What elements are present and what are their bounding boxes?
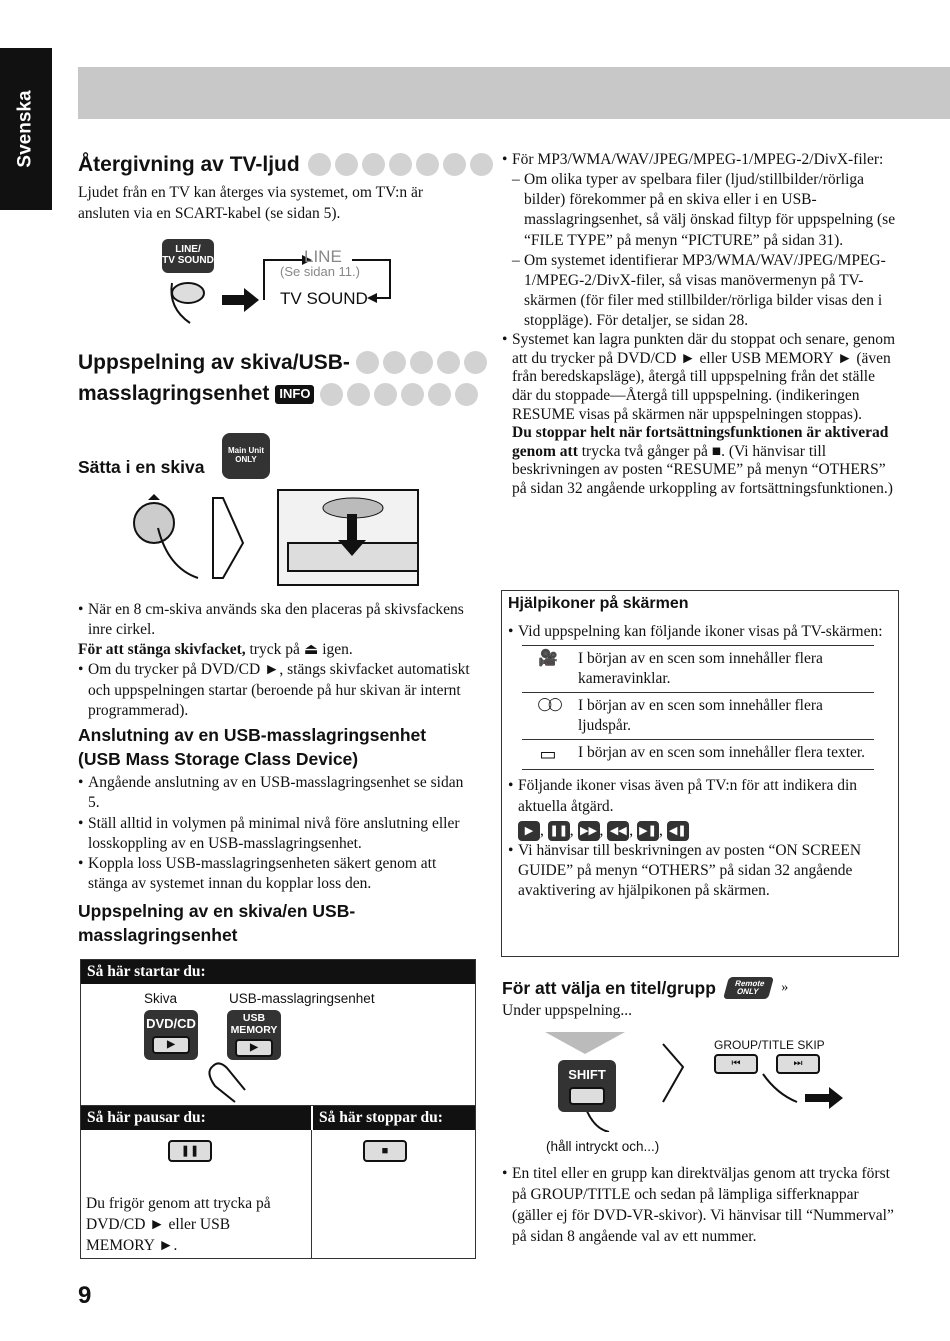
- help-bullet: • Vi hänvisar till beskrivningen av posten “ON SCREEN GUIDE” på menyn “OTHERS” på sidan 32 angående avaktivering av hjälpikonen på skärmen.: [508, 841, 890, 901]
- header-band: [78, 67, 950, 119]
- usb-memory-button-label: USB MEMORY: [230, 1012, 278, 1036]
- section-playback-heading: [78, 348, 473, 409]
- file-type-sub: – Om systemet identifierar MP3/WMA/WAV/JPEG/MPEG-1/MPEG-2/DivX-filer, så visas manövermenyn på TV-skärmen (för filer med stillbilder/rörliga bilder visas den i stoppläge). För detaljer, se sidan 28.: [512, 251, 897, 332]
- dvd-cd-button[interactable]: [144, 1010, 198, 1060]
- title-select-section: [502, 976, 902, 1021]
- help-icon-table: [522, 645, 874, 771]
- play-icon: ▶: [152, 1036, 190, 1054]
- decorative-dots: [320, 383, 478, 406]
- language-tab-label: Svenska: [14, 90, 36, 168]
- file-type-sub: – Om olika typer av spelbara filer (ljud/stillbilder/rörliga bilder) förekommer på en skiva eller i en USB-masslagringsenhet, så välj önskad filtyp för uppspelning (se “FILE TYPE” på menyn “PICTURE” på sidan 31).: [512, 170, 897, 251]
- subtitle-icon: ▭: [522, 740, 574, 770]
- title-select-notes: [502, 1164, 897, 1248]
- line-tv-sound-button[interactable]: LINE/ TV SOUND: [162, 239, 214, 273]
- table-row: [522, 740, 874, 770]
- pause-stop-row: [81, 1105, 475, 1130]
- file-type-lead: För MP3/WMA/WAV/JPEG/MPEG-1/MPEG-2/DivX-filer:: [512, 151, 884, 168]
- help-box-title: Hjälpikoner på skärmen: [508, 595, 689, 612]
- tv-body: Ljudet från en TV kan återges via systemet, om TV:n är ansluten via en SCART-kabel (se sidan 5).: [78, 184, 424, 222]
- disc-label: Skiva: [144, 991, 178, 1006]
- page-number: 9: [78, 1282, 92, 1309]
- table-row: [522, 692, 874, 739]
- play-disc-usb-title: Uppspelning av en skiva/en USB-masslagringsenhet: [78, 901, 356, 945]
- insert-notes: [78, 600, 473, 721]
- usb-bullet: • Angående anslutning av en USB-masslagringsenhet se sidan 5.: [78, 773, 473, 813]
- shift-button[interactable]: [558, 1060, 616, 1112]
- flow-line-label: LINE: [304, 247, 342, 266]
- info-badge: INFO: [275, 385, 314, 404]
- state-icons: ▶ , ❚❚ , ▶▶ , ◀◀ , ▶❚ , ◀❚: [518, 821, 890, 841]
- file-notes: [502, 150, 897, 499]
- usb-title: Anslutning av en USB-masslagringsenhet (USB Mass Storage Class Device): [78, 725, 427, 769]
- remote-only-badge: Remote ONLY: [723, 977, 774, 999]
- group-title-skip-label: GROUP/TITLE SKIP: [714, 1038, 825, 1052]
- usb-bullet: • Ställ alltid in volymen på minimal nivå före anslutning eller losskoppling av en USB-masslagringsenhet.: [78, 814, 473, 854]
- main-unit-only-badge: Main Unit ONLY: [222, 433, 270, 479]
- playback-controls-box: [80, 959, 476, 1259]
- title-select-title: För att välja en titel/grupp: [502, 978, 716, 998]
- resume-tail: trycka två gånger på ■. (Vi hänvisar till beskrivningen av posten “RESUME” på menyn “OTHERS” på sidan 32 angående urkoppling av fortsättningsfunktionen.): [512, 442, 893, 498]
- during-playback: Under uppspelning...: [502, 1001, 633, 1019]
- help-state-text: Följande ikoner visas även på TV:n för att indikera din aktuella åtgärd.: [518, 777, 858, 815]
- pause-state-icon: ❚❚: [548, 821, 570, 841]
- insert-disc-title: Sätta i en skiva: [78, 457, 205, 477]
- remote-signal-icon: »: [781, 980, 789, 996]
- help-row-text: I början av en scen som innehåller flera ljudspår.: [574, 692, 874, 739]
- flow-arrows: [162, 238, 402, 328]
- audio-icon: ◯◯: [522, 692, 574, 739]
- skip-back-button[interactable]: ⏮: [714, 1054, 758, 1074]
- stop-button[interactable]: ■: [363, 1140, 407, 1162]
- tv-sound-diagram: [162, 238, 402, 328]
- flow-ref-label: (Se sidan 11.): [280, 264, 360, 279]
- usb-connection-section: [78, 724, 473, 894]
- skip-forward-button[interactable]: ⏭: [776, 1054, 820, 1074]
- decorative-dots: [356, 351, 487, 374]
- title-select-bullet: • En titel eller en grupp kan direktväljas genom att trycka först på GROUP/TITLE och sedan på lämpliga sifferknappar (gäller ej för DVD-VR-skivor). Vi hänvisar till “Nummerval” på sidan 8 angående val av ett nummer.: [502, 1164, 897, 1248]
- section-title: Återgivning av TV-ljud: [78, 153, 300, 176]
- hold-text: (håll intryckt och...): [546, 1139, 660, 1154]
- insert-bullet: • Om du trycker på DVD/CD ►, stängs skivfacket automatiskt och uppspelningen startar (beroende på hur skivan är internt programmerad).: [78, 660, 473, 720]
- camera-icon: 🎥: [522, 645, 574, 692]
- usb-label: USB-masslagringsenhet: [229, 991, 375, 1006]
- slow-forward-state-icon: ▶❚: [637, 821, 659, 841]
- usb-memory-button[interactable]: [227, 1010, 281, 1060]
- rewind-state-icon: ◀◀: [607, 821, 629, 841]
- insert-disc-illustration: [128, 488, 428, 588]
- file-type-bullet: [502, 150, 897, 331]
- start-header: Så här startar du:: [81, 960, 475, 984]
- play-icon: ▶: [235, 1039, 273, 1057]
- insert-bullet: • När en 8 cm-skiva används ska den placeras på skivsfackens inre cirkel.: [78, 600, 473, 640]
- play-state-icon: ▶: [518, 821, 540, 841]
- section-tv-sound: [78, 150, 473, 224]
- shift-key: [569, 1087, 605, 1105]
- playback-title-line1: Uppspelning av skiva/USB-: [78, 351, 350, 374]
- finger-illustration: [201, 1056, 261, 1104]
- resume-bullet: [502, 331, 897, 498]
- help-icons-box: [501, 590, 899, 957]
- help-lead: • Vid uppspelning kan följande ikoner visas på TV-skärmen:: [508, 622, 890, 642]
- flow-tv-label: TV SOUND: [280, 289, 368, 308]
- pause-release-text: Du frigör genom att trycka på DVD/CD ► eller USB MEMORY ►.: [86, 1195, 271, 1254]
- table-row: [522, 645, 874, 692]
- column-divider: [311, 1130, 312, 1258]
- resume-text: Systemet kan lagra punkten där du stoppat och senare, genom att du trycker på DVD/CD ► eller USB MEMORY ► (även från beredskapsläge), återgå till uppspelning från det ställe där du stoppade—Återgå till uppspelning. (indikeringen RESUME visas på skärmen när uppspelningen stoppas).: [512, 331, 896, 423]
- decorative-dots: [308, 153, 493, 176]
- dvd-cd-button-label: DVD/CD: [146, 1015, 196, 1031]
- stop-header: Så här stoppar du:: [311, 1106, 475, 1130]
- close-tray-bold: För att stänga skivfacket,: [78, 641, 246, 659]
- fast-forward-state-icon: ▶▶: [578, 821, 600, 841]
- shift-label: SHIFT: [568, 1066, 606, 1082]
- help-row-text: I början av en scen som innehåller flera kameravinklar.: [574, 645, 874, 692]
- help-row-text: I början av en scen som innehåller flera texter.: [574, 740, 874, 770]
- resume-bold: Du stoppar helt när fortsättningsfunktionen är aktiverad genom att: [512, 424, 889, 460]
- help-bullet: [508, 776, 890, 841]
- close-tray-text: tryck på ⏏ igen.: [245, 641, 353, 659]
- language-tab: [0, 48, 52, 210]
- usb-bullet: • Koppla loss USB-masslagringsenheten säkert genom att stänga av systemet innan du kopplar loss den.: [78, 854, 473, 894]
- pause-header: Så här pausar du:: [81, 1106, 311, 1130]
- pause-button[interactable]: ❚❚: [168, 1140, 212, 1162]
- close-tray-note: [78, 640, 473, 660]
- slow-reverse-state-icon: ◀❚: [667, 821, 689, 841]
- playback-title-line2: masslagringsenhet: [78, 382, 270, 406]
